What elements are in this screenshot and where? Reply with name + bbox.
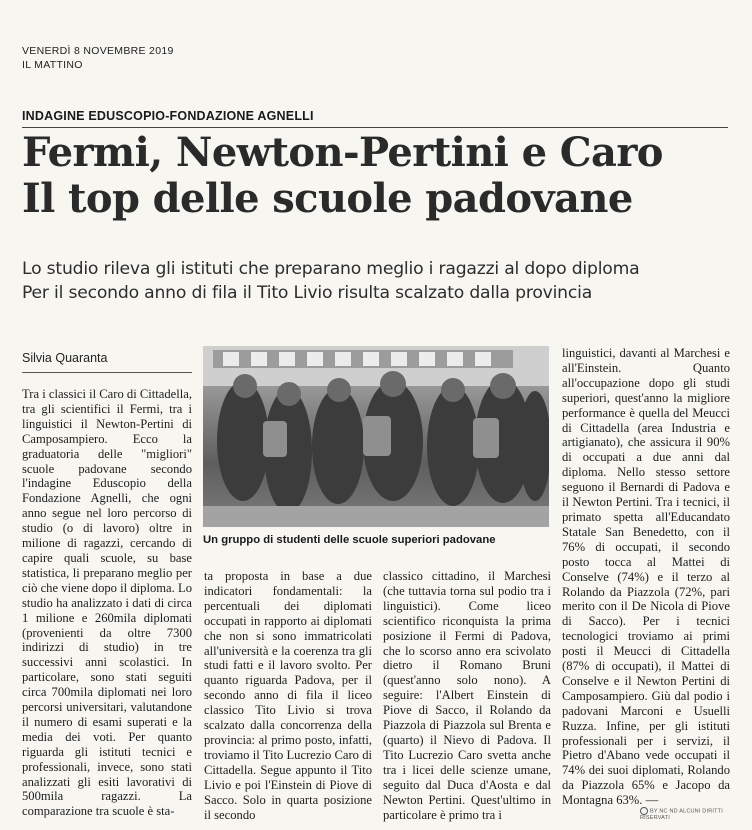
body-column-1: Tra i classici il Caro di Cittadella, tra gli scientifici il Fermi, tra i linguistici il Newton-Pertini di Camposampiero. Ecco la graduatoria delle "migliori" scuole padovane secondo l'indagine Eduscopio della Fondazione Agnelli, che ogni anno segue nel loro percorso di studio (o di lavoro) oltre in milione di ragazzi, cercando di capire quali scuole, su base statistica, li preparano meglio per ciò che viene dopo il diploma. Lo studio ha analizzato i dati di circa 1 milione e 260mila diplomati (provenienti da oltre 7300 indirizzi di studio) in tre successivi anni scolastici. In particolare, sono stati seguiti circa 700mila diplomati nei loro percorsi universitari, valutandone il numero di esami superati e la media dei voti. Per quanto riguarda gli istituti tecnici e professionali, invece, sono stati analizzati gli esiti lavorativi di 500mila ragazzi. La comparazione tra scuole è sta- (22, 387, 192, 819)
subhead-line-1: Lo studio rileva gli istituti che preparano meglio i ragazzi al dopo diploma (22, 259, 640, 279)
creative-commons-icon (640, 807, 648, 815)
article-subhead (22, 257, 742, 305)
body-column-2: ta proposta in base a due indicatori fondamentali: la percentuali dei diplomati occupati in rapporto ai diplomati che non si sono immatricolati all'università e la coerenza tra gli studi fatti e il lavoro svolto. Per quanto riguarda Padova, per il secondo anno di fila il liceo classico Tito Livio si trova scalzato dalla concorrenza della provincia: al primo posto, infatti, troviamo il Tito Lucrezio Caro di Cittadella. Segue appunto il Tito Livio e poi l'Einstein di Piove di Sacco. Solo in quarta posizione il secondo (204, 569, 372, 822)
issue-date: VENERDÌ 8 NOVEMBRE 2019 (22, 45, 174, 57)
body-column-4: linguistici, davanti al Marchesi e all'Einstein. Quanto all'occupazione dopo gli studi superiori, quest'anno la migliore performance è quella del Meucci di Cittadella (area Industria e artigianato), che assicura il 90% di occupati a due anni dal diploma. Nello stesso settore seguono il Bernardi di Padova e il Newton Pertini. Tra i tecnici, il primato spetta all'Educandato Statale San Benedetto, con il 76% di occupati, il secondo posto tocca al Mattei di Conselve (74%) e il terzo al Rolando da Piazzola (72%, pari merito con il De Nicola di Piove di Sacco). Per i tecnici tecnologici troviamo ai primi posti il Meucci di Cittadella (87% di occupati), il Mattei di Conselve e il Newton Pertini di Camposampiero. Giù dal podio i padovani Marconi e Usuelli Ruzza. Infine, per gli istituti professionali per i servizi, il Pietro d'Abano vede occupati il 74% dei suoi diplomati, Rolando da Piazzola 65% e Jacopo da Montagna 63%. — (562, 346, 730, 808)
byline: Silvia Quaranta (22, 351, 108, 365)
headline-line-1: Fermi, Newton-Pertini e Caro (22, 129, 663, 176)
subhead-line-2: Per il secondo anno di fila il Tito Livio risulta scalzato dalla provincia (22, 283, 593, 303)
students-photo-illustration (203, 346, 549, 527)
photo-caption: Un gruppo di studenti delle scuole superiori padovane (203, 534, 496, 546)
dateline (22, 44, 174, 72)
body-column-3: classico cittadino, il Marchesi (che tuttavia torna sul podio tra i linguistici). Come liceo scientifico riconquista la prima posizione il Fermi di Padova, che lo scorso anno era scivolato dietro il Romano Bruni (quest'anno solo nono). A seguire: l'Albert Einstein di Piove di Sacco, il Rolando da Piazzola di Piazzola sul Brenta e (quarto) il Nievo di Padova. Il Tito Lucrezio Caro svetta anche tra i licei delle scienze umane, seguito dal Duca d'Aosta e dal Newton Pertini. Quest'ultimo in particolare è primo tra i (383, 569, 551, 822)
newspaper-name: IL MATTINO (22, 59, 83, 71)
byline-rule (22, 372, 192, 373)
headline-line-2: Il top delle scuole padovane (22, 175, 633, 222)
copyright-notice (640, 807, 752, 821)
article-headline (22, 130, 742, 222)
article-kicker: INDAGINE EDUSCOPIO-FONDAZIONE AGNELLI (22, 109, 314, 123)
kicker-rule (22, 127, 728, 128)
article-photo (203, 346, 549, 527)
copyright-text: BY NC ND ALCUNI DIRITTI RISERVATI (640, 808, 723, 821)
